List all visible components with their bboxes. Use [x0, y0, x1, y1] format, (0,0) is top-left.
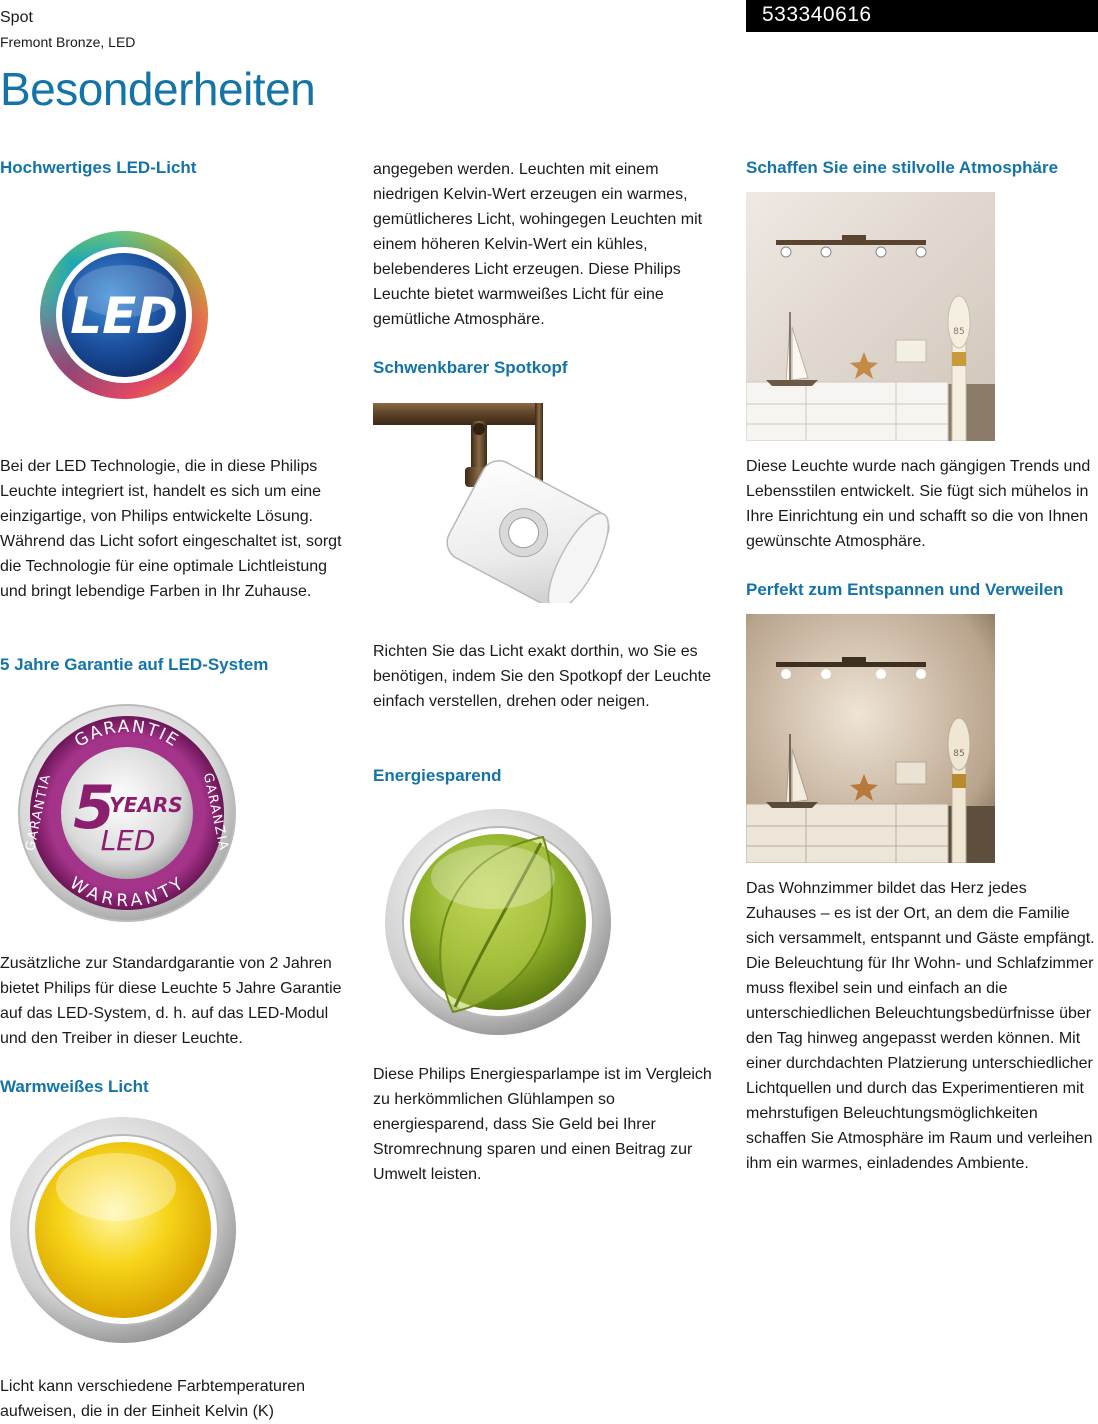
section-body-garantie: Zusätzliche zur Standardgarantie von 2 Jahren bietet Philips für diese Leuchte 5 Jahre Garantie auf das LED-System, d. h. auf das LED-Modul und den Treiber in dieser Leuchte. — [0, 955, 342, 1047]
seal-number: 5 — [73, 773, 115, 843]
warm-light-icon — [8, 1115, 238, 1345]
seal-led: LED — [100, 824, 156, 857]
section-title-led: Hochwertiges LED-Licht — [0, 158, 197, 177]
warranty-seal-icon — [16, 702, 238, 924]
section-body-led: Bei der LED Technologie, die in diese Philips Leuchte integriert ist, handelt es sich um eine einzigartige, von Philips entwickelte Lösung. Während das Licht sofort eingeschaltet ist, sorgt die Technologie für eine optimale Lichtleistung und bringt lebendige Farben in Ihr Zuhause. — [0, 458, 342, 600]
paddle-number-evening: 85 — [953, 749, 965, 759]
seal-years: YEARS — [109, 793, 183, 817]
section-body-atmosphaere: Diese Leuchte wurde nach gängigen Trends und Lebensstilen entwickelt. Sie fügt sich mühelos in Ihre Einrichtung ein und schafft so die von Ihnen gewünschte Atmosphäre. — [746, 458, 1091, 550]
section-body-warmweiss-continued: angegeben werden. Leuchten mit einem niedrigen Kelvin-Wert erzeugen ein warmes, gemütlicheres Licht, wohingegen Leuchten mit einem höheren Kelvin-Wert ein kühles, belebenderes Licht erzeugen. Diese Philips Leuchte bietet warmweißes Licht für eine gemütliche Atmosphäre. — [373, 161, 703, 328]
section-body-warmweiss: Licht kann verschiedene Farbtemperaturen aufweisen, die in der Einheit Kelvin (K) — [0, 1378, 306, 1420]
seal-text-bottom: WARRANTY — [65, 873, 189, 912]
section-title-atmosphaere: Schaffen Sie eine stilvolle Atmosphäre — [746, 158, 1059, 177]
room-photo-evening — [746, 614, 995, 863]
section-title-entspannen: Perfekt zum Entspannen und Verweilen — [746, 580, 1064, 599]
section-body-entspannen: Das Wohnzimmer bildet das Herz jedes Zuhauses – es ist der Ort, an dem die Familie sich versammelt, entspannt und Gäste empfängt. Die Beleuchtung für Ihr Wohn- und Schlafzimmer muss flexibel sein und einfach an die unterschiedlichen Beleuchtungsbedürfnisse über den Tag hinweg angepasst werden können. Mit einer durchdachten Platzierung unterschiedlicher Lichtquellen und durch das Experimentieren mit mehrstufigen Beleuchtungsmöglichkeiten schaffen Sie Atmosphäre im Raum und verleihen ihm ein warmes, einladendes Ambiente. — [746, 880, 1095, 1172]
led-logo-text: LED — [70, 287, 178, 345]
section-body-spotkopf: Richten Sie das Licht exakt dorthin, wo Sie es benötigen, indem Sie den Spotkopf der Leuchte einfach verstellen, drehen oder neigen. — [373, 643, 712, 710]
product-type: Spot — [0, 9, 33, 26]
product-code-badge: 533340616 — [746, 0, 1098, 32]
section-title-warmweiss: Warmweißes Licht — [0, 1077, 149, 1096]
product-subtitle: Fremont Bronze, LED — [0, 34, 136, 50]
led-logo-icon — [38, 229, 210, 401]
spot-head-photo — [373, 403, 613, 603]
paddle-number-day: 85 — [953, 327, 965, 337]
page-title: Besonderheiten — [0, 63, 316, 115]
room-photo-day — [746, 192, 995, 441]
seal-text-right: GARANZIA — [199, 771, 232, 853]
seal-text-top: GARANTIE — [71, 716, 183, 752]
section-title-energie: Energiesparend — [373, 766, 502, 785]
leaf-icon — [383, 807, 613, 1037]
section-title-spotkopf: Schwenkbarer Spotkopf — [373, 358, 568, 377]
seal-text-left: GARANTIA — [23, 772, 55, 853]
section-body-energie: Diese Philips Energiesparlampe ist im Vergleich zu herkömmlichen Glühlampen so energiesparend, dass Sie Geld bei Ihrer Stromrechnung sparen und einen Beitrag zur Umwelt leisten. — [373, 1066, 712, 1183]
section-title-garantie: 5 Jahre Garantie auf LED-System — [0, 655, 269, 674]
